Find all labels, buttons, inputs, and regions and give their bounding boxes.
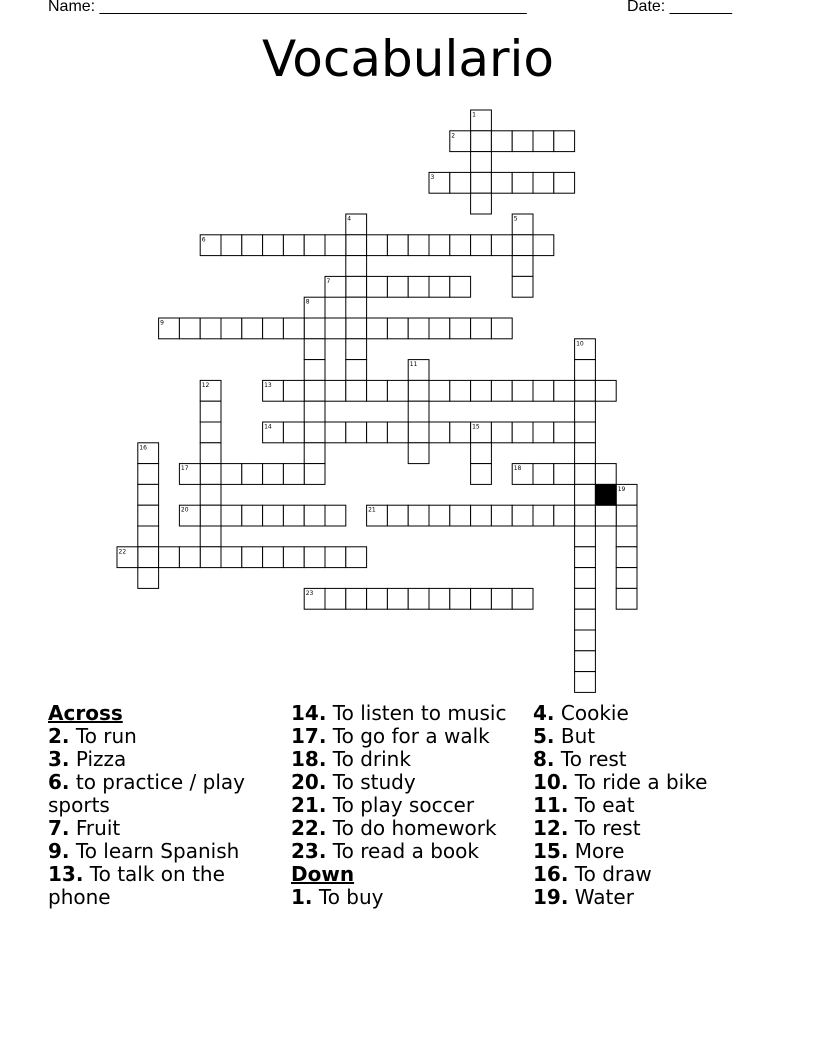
grid-cell[interactable]: [471, 380, 492, 401]
clue-number: 16.: [533, 862, 569, 886]
grid-cell[interactable]: [304, 547, 325, 568]
grid-cell[interactable]: [491, 380, 512, 401]
clue-across-item: [291, 840, 521, 863]
grid-cell[interactable]: [367, 318, 388, 339]
grid-cell[interactable]: [283, 505, 304, 526]
clue-number: 19.: [533, 885, 569, 909]
clue-column-2: [291, 702, 521, 909]
grid-cell[interactable]: [325, 505, 346, 526]
grid-cell[interactable]: [512, 235, 533, 256]
grid-cell[interactable]: [138, 568, 159, 589]
clue-down-item: [533, 725, 793, 748]
clue-number-2: 2: [451, 132, 456, 140]
grid-cell[interactable]: [575, 568, 596, 589]
grid-cell[interactable]: [346, 339, 367, 360]
grid-cell[interactable]: [138, 526, 159, 547]
clue-text: To listen to music: [332, 701, 507, 725]
clue-text: To run: [75, 724, 137, 748]
grid-cell[interactable]: [575, 651, 596, 672]
clue-number-8: 8: [305, 298, 310, 306]
grid-cell[interactable]: [575, 484, 596, 505]
grid-cell[interactable]: [408, 505, 429, 526]
clue-number-9: 9: [160, 319, 164, 327]
grid-cell[interactable]: [575, 443, 596, 464]
grid-cell[interactable]: [554, 505, 575, 526]
grid-cell[interactable]: [387, 276, 408, 297]
grid-cell[interactable]: [491, 318, 512, 339]
grid-cell[interactable]: [304, 318, 325, 339]
grid-cell[interactable]: [408, 401, 429, 422]
clue-number-4: 4: [347, 215, 352, 223]
grid-cell[interactable]: [512, 276, 533, 297]
grid-cell[interactable]: [575, 547, 596, 568]
grid-cell[interactable]: [408, 276, 429, 297]
grid-cell[interactable]: [429, 380, 450, 401]
grid-cell[interactable]: [512, 422, 533, 443]
clue-number-23: 23: [305, 589, 314, 597]
clue-text: To study: [332, 770, 416, 794]
grid-cell[interactable]: [200, 547, 221, 568]
clue-across-item: [48, 748, 263, 771]
clue-number: 21.: [291, 793, 327, 817]
grid-cell[interactable]: [491, 422, 512, 443]
clue-number-20: 20: [180, 506, 189, 514]
grid-cell[interactable]: [429, 276, 450, 297]
clue-number: 15.: [533, 839, 569, 863]
grid-cell[interactable]: [512, 131, 533, 152]
grid-cell[interactable]: [221, 547, 242, 568]
grid-cell[interactable]: [533, 172, 554, 193]
grid-cell[interactable]: [346, 235, 367, 256]
grid-cell[interactable]: [367, 588, 388, 609]
grid-cell[interactable]: [512, 380, 533, 401]
grid-cell[interactable]: [512, 172, 533, 193]
grid-cell[interactable]: [429, 588, 450, 609]
grid-cell[interactable]: [304, 443, 325, 464]
grid-cell[interactable]: [533, 464, 554, 485]
clue-number: 5.: [533, 724, 555, 748]
clue-number: 13.: [48, 862, 84, 886]
grid-cell[interactable]: [263, 235, 284, 256]
grid-cell[interactable]: [283, 235, 304, 256]
grid-cell[interactable]: [491, 235, 512, 256]
grid-cell[interactable]: [429, 318, 450, 339]
clue-across-item: [48, 840, 263, 863]
grid-cell[interactable]: [200, 422, 221, 443]
date-field[interactable]: Date: _______: [627, 0, 732, 15]
clue-number-10: 10: [576, 340, 584, 348]
clue-number: 10.: [533, 770, 569, 794]
clue-across-item: [291, 794, 521, 817]
grid-cell[interactable]: [346, 360, 367, 381]
grid-cell[interactable]: [575, 630, 596, 651]
clue-across-item: [48, 863, 263, 909]
clue-number: 4.: [533, 701, 555, 725]
grid-cell[interactable]: [450, 235, 471, 256]
grid-cell[interactable]: [450, 588, 471, 609]
grid-cell[interactable]: [408, 588, 429, 609]
grid-cell[interactable]: [575, 401, 596, 422]
grid-cell[interactable]: [221, 464, 242, 485]
grid-cell[interactable]: [512, 588, 533, 609]
clue-down-item: [533, 794, 793, 817]
grid-cell[interactable]: [575, 505, 596, 526]
clue-number: 2.: [48, 724, 70, 748]
grid-cell[interactable]: [242, 505, 263, 526]
grid-cell[interactable]: [471, 152, 492, 173]
grid-cell[interactable]: [325, 380, 346, 401]
clue-text: To eat: [574, 793, 635, 817]
grid-cell[interactable]: [429, 505, 450, 526]
clue-text: To drink: [332, 747, 411, 771]
grid-cell[interactable]: [387, 318, 408, 339]
grid-cell[interactable]: [304, 505, 325, 526]
grid-cell[interactable]: [429, 422, 450, 443]
grid-cell[interactable]: [304, 422, 325, 443]
clue-text: To rest: [574, 816, 641, 840]
clue-number-22: 22: [118, 548, 127, 556]
grid-cell[interactable]: [491, 172, 512, 193]
grid-black-cell: [595, 484, 616, 505]
grid-cell[interactable]: [595, 464, 616, 485]
grid-cell[interactable]: [471, 193, 492, 214]
clue-number: 6.: [48, 770, 70, 794]
grid-cell[interactable]: [304, 401, 325, 422]
clue-number-14: 14: [264, 423, 272, 431]
clue-number: 12.: [533, 816, 569, 840]
grid-cell[interactable]: [575, 380, 596, 401]
grid-cell[interactable]: [408, 380, 429, 401]
grid-cell[interactable]: [263, 547, 284, 568]
grid-cell[interactable]: [387, 235, 408, 256]
clue-number: 11.: [533, 793, 569, 817]
grid-cell[interactable]: [471, 318, 492, 339]
grid-cell[interactable]: [304, 380, 325, 401]
grid-cell[interactable]: [242, 235, 263, 256]
grid-cell[interactable]: [200, 443, 221, 464]
clue-number: 3.: [48, 747, 70, 771]
grid-cell[interactable]: [387, 505, 408, 526]
down-heading: Down: [291, 862, 355, 886]
grid-cell[interactable]: [387, 422, 408, 443]
grid-cell[interactable]: [533, 422, 554, 443]
grid-cell[interactable]: [616, 505, 637, 526]
grid-cell[interactable]: [387, 380, 408, 401]
clue-down-item: [533, 886, 793, 909]
page-title: Vocabulario: [261, 30, 555, 88]
grid-cell[interactable]: [242, 318, 263, 339]
grid-cell[interactable]: [491, 505, 512, 526]
grid-cell[interactable]: [512, 256, 533, 277]
grid-cell[interactable]: [533, 505, 554, 526]
clue-down-item: [533, 840, 793, 863]
grid-cell[interactable]: [200, 464, 221, 485]
grid-cell[interactable]: [283, 464, 304, 485]
grid-cell[interactable]: [304, 464, 325, 485]
across-heading: Across: [48, 701, 123, 725]
grid-cell[interactable]: [179, 318, 200, 339]
grid-cell[interactable]: [138, 505, 159, 526]
clue-across-item: [48, 725, 263, 748]
clue-number-17: 17: [180, 465, 189, 473]
grid-cell[interactable]: [346, 422, 367, 443]
grid-cell[interactable]: [554, 172, 575, 193]
grid-cell[interactable]: [533, 131, 554, 152]
grid-cell[interactable]: [367, 380, 388, 401]
clue-across-item: [291, 748, 521, 771]
clue-number-11: 11: [409, 361, 418, 369]
grid-cell[interactable]: [346, 297, 367, 318]
clue-text: To read a book: [332, 839, 479, 863]
clue-number: 1.: [291, 885, 313, 909]
grid-cell[interactable]: [346, 380, 367, 401]
clue-text: Fruit: [75, 816, 121, 840]
clue-down-item: [533, 817, 793, 840]
grid-cell[interactable]: [616, 547, 637, 568]
grid-cell[interactable]: [325, 547, 346, 568]
grid-cell[interactable]: [533, 380, 554, 401]
grid-cell[interactable]: [283, 422, 304, 443]
grid-cell[interactable]: [408, 422, 429, 443]
grid-cell[interactable]: [221, 318, 242, 339]
grid-cell[interactable]: [346, 276, 367, 297]
grid-cell[interactable]: [554, 422, 575, 443]
grid-cell[interactable]: [408, 235, 429, 256]
grid-cell[interactable]: [221, 505, 242, 526]
grid-cell[interactable]: [159, 547, 180, 568]
grid-cell[interactable]: [575, 360, 596, 381]
grid-cell[interactable]: [200, 484, 221, 505]
grid-cell[interactable]: [554, 131, 575, 152]
grid-cell[interactable]: [471, 464, 492, 485]
clue-text: To buy: [318, 885, 384, 909]
clue-down-item: [533, 748, 793, 771]
clue-text: To ride a bike: [574, 770, 708, 794]
clue-number-7: 7: [326, 277, 331, 285]
grid-cell[interactable]: [595, 505, 616, 526]
clue-number-16: 16: [139, 444, 147, 452]
grid-cell[interactable]: [138, 484, 159, 505]
grid-cell[interactable]: [450, 318, 471, 339]
clue-text: Water: [574, 885, 634, 909]
clue-text: More: [574, 839, 625, 863]
clue-number-6: 6: [201, 236, 206, 244]
clue-number-18: 18: [513, 465, 522, 473]
grid-cell[interactable]: [221, 235, 242, 256]
grid-cell[interactable]: [138, 464, 159, 485]
grid-cell[interactable]: [450, 380, 471, 401]
clue-text: Pizza: [75, 747, 127, 771]
grid-cell[interactable]: [408, 318, 429, 339]
clue-number-1: 1: [472, 111, 476, 119]
grid-cell[interactable]: [138, 547, 159, 568]
grid-cell[interactable]: [200, 526, 221, 547]
grid-cell[interactable]: [200, 505, 221, 526]
clue-number: 20.: [291, 770, 327, 794]
clue-across-item: [291, 817, 521, 840]
clue-text: To do homework: [332, 816, 497, 840]
grid-cell[interactable]: [575, 609, 596, 630]
grid-cell[interactable]: [408, 443, 429, 464]
clue-number-21: 21: [368, 506, 376, 514]
grid-cell[interactable]: [575, 464, 596, 485]
clue-number: 23.: [291, 839, 327, 863]
grid-cell[interactable]: [367, 276, 388, 297]
name-field[interactable]: Name: ________________________________________________: [48, 0, 527, 15]
grid-cell[interactable]: [450, 276, 471, 297]
clue-across-item: [291, 771, 521, 794]
grid-cell[interactable]: [512, 505, 533, 526]
grid-cell[interactable]: [263, 464, 284, 485]
clue-number-3: 3: [430, 173, 435, 181]
clue-across-item: [48, 771, 263, 817]
clue-text: To go for a walk: [332, 724, 490, 748]
grid-cell[interactable]: [304, 339, 325, 360]
grid-cell[interactable]: [450, 422, 471, 443]
grid-cell[interactable]: [179, 547, 200, 568]
clue-number-15: 15: [472, 423, 480, 431]
grid-cell[interactable]: [595, 380, 616, 401]
clue-number-5: 5: [513, 215, 518, 223]
grid-cell[interactable]: [325, 318, 346, 339]
grid-cell[interactable]: [450, 172, 471, 193]
grid-cell[interactable]: [304, 235, 325, 256]
grid-cell[interactable]: [283, 318, 304, 339]
grid-cell[interactable]: [200, 318, 221, 339]
clue-down-item: [533, 863, 793, 886]
clue-across-item: [291, 702, 521, 725]
clue-number: 22.: [291, 816, 327, 840]
grid-cell[interactable]: [325, 588, 346, 609]
grid-cell[interactable]: [367, 235, 388, 256]
clue-number: 8.: [533, 747, 555, 771]
grid-cell[interactable]: [554, 464, 575, 485]
clue-text: Cookie: [560, 701, 629, 725]
grid-cell[interactable]: [554, 380, 575, 401]
clue-number-13: 13: [264, 381, 272, 389]
clue-number-19: 19: [617, 485, 626, 493]
grid-cell[interactable]: [325, 422, 346, 443]
grid-cell[interactable]: [471, 505, 492, 526]
clue-column-1: [48, 702, 263, 909]
clue-number: 9.: [48, 839, 70, 863]
grid-cell[interactable]: [346, 318, 367, 339]
grid-cell[interactable]: [450, 505, 471, 526]
grid-cell[interactable]: [533, 235, 554, 256]
grid-cell[interactable]: [200, 401, 221, 422]
grid-cell[interactable]: [304, 360, 325, 381]
grid-cell[interactable]: [575, 422, 596, 443]
clue-text: to practice / play sports: [48, 770, 245, 817]
grid-cell[interactable]: [387, 588, 408, 609]
grid-cell[interactable]: [471, 172, 492, 193]
grid-cell[interactable]: [491, 588, 512, 609]
grid-cell[interactable]: [616, 588, 637, 609]
grid-cell[interactable]: [575, 588, 596, 609]
grid-cell[interactable]: [346, 547, 367, 568]
clue-number: 7.: [48, 816, 70, 840]
clue-across-item: [48, 817, 263, 840]
clue-text: To learn Spanish: [75, 839, 240, 863]
clue-text: To rest: [560, 747, 627, 771]
grid-cell[interactable]: [367, 422, 388, 443]
grid-cell[interactable]: [471, 235, 492, 256]
grid-cell[interactable]: [263, 505, 284, 526]
grid-cell[interactable]: [471, 131, 492, 152]
grid-cell[interactable]: [471, 443, 492, 464]
clue-text: To talk on the phone: [48, 862, 225, 909]
grid-cell[interactable]: [491, 131, 512, 152]
grid-cell[interactable]: [283, 380, 304, 401]
clue-down-item: [291, 886, 521, 909]
grid-cell[interactable]: [575, 526, 596, 547]
clue-number: 14.: [291, 701, 327, 725]
clue-number-12: 12: [201, 381, 210, 389]
clue-text: To draw: [574, 862, 652, 886]
grid-cell[interactable]: [242, 547, 263, 568]
clue-text: To play soccer: [332, 793, 475, 817]
clue-number: 18.: [291, 747, 327, 771]
grid-cell[interactable]: [242, 464, 263, 485]
grid-cell[interactable]: [263, 318, 284, 339]
clue-text: But: [560, 724, 596, 748]
grid-cell[interactable]: [325, 235, 346, 256]
clue-number: 17.: [291, 724, 327, 748]
clue-across-item: [291, 725, 521, 748]
grid-cell[interactable]: [346, 256, 367, 277]
grid-cell[interactable]: [616, 526, 637, 547]
grid-cell[interactable]: [471, 588, 492, 609]
grid-cell[interactable]: [616, 568, 637, 589]
clue-down-item: [533, 702, 793, 725]
grid-cell[interactable]: [575, 672, 596, 693]
grid-cell[interactable]: [283, 547, 304, 568]
clue-down-item: [533, 771, 793, 794]
clue-column-3: [533, 702, 793, 909]
grid-cell[interactable]: [346, 588, 367, 609]
grid-cell[interactable]: [429, 235, 450, 256]
